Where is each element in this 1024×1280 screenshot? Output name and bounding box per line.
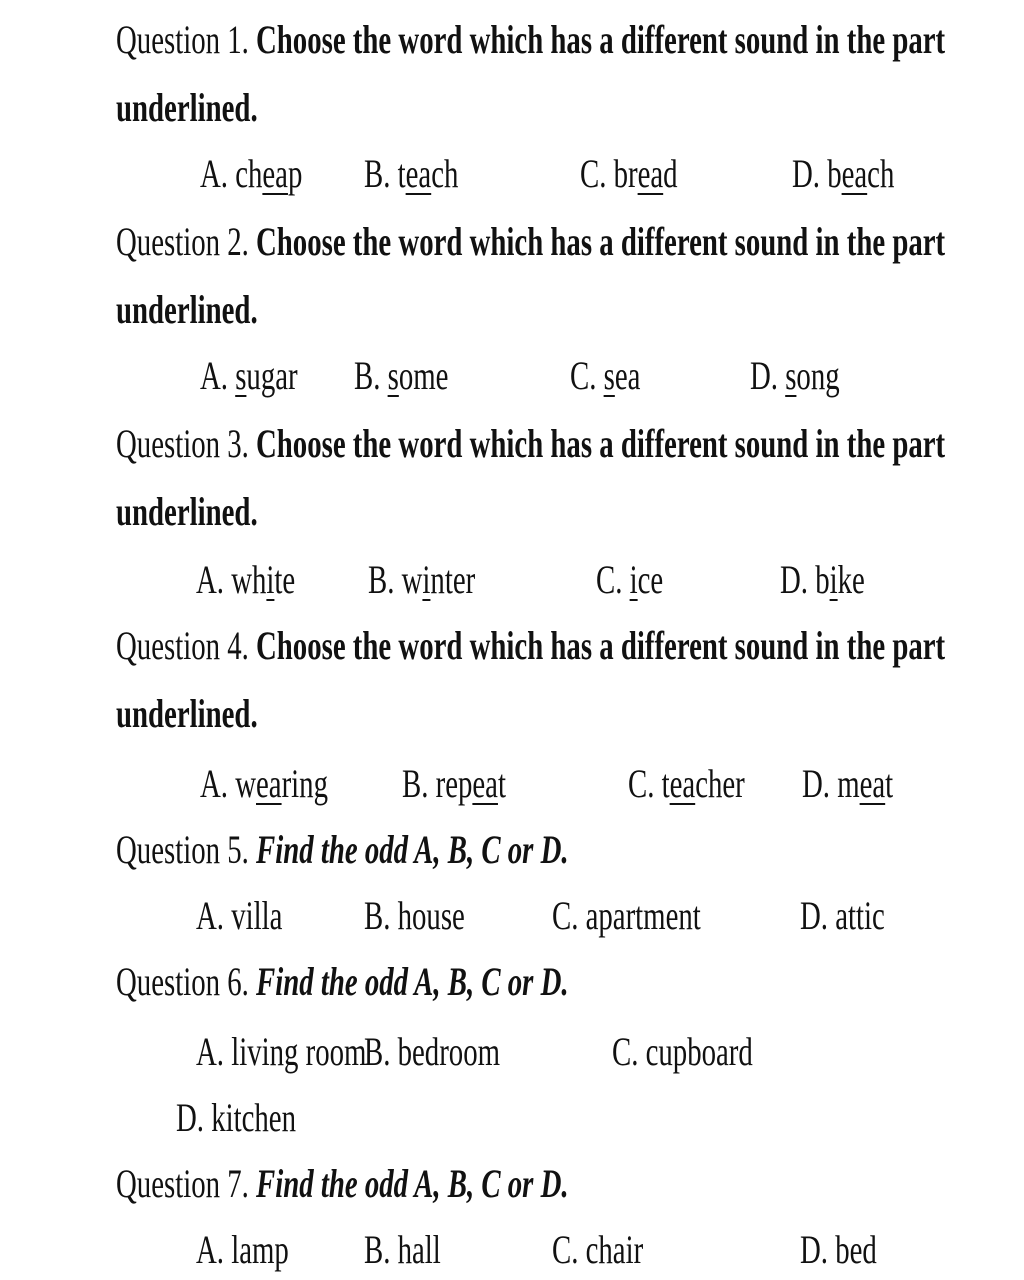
- question-instruction: Choose the word which has a different sound in the part: [255, 17, 946, 62]
- q3-option-b: B. winter: [368, 557, 476, 602]
- q2-option-d: D. song: [750, 353, 840, 398]
- question-7-heading: [116, 1160, 569, 1208]
- question-4-instruction-cont: underlined.: [116, 691, 258, 736]
- q5-option-b: B. house: [364, 893, 465, 938]
- q1-option-b: B. teach: [364, 151, 459, 196]
- q3-option-a: A. white: [196, 557, 296, 602]
- q4-option-a: A. wearing: [200, 761, 328, 806]
- question-number: Question 3.: [116, 421, 249, 466]
- q6-option-a: A. living room: [196, 1029, 367, 1074]
- question-instruction: Choose the word which has a different sound in the part: [255, 421, 946, 466]
- question-number: Question 1.: [116, 17, 249, 62]
- q2-option-c: C. sea: [570, 353, 641, 398]
- q4-option-c: C. teacher: [628, 761, 745, 806]
- question-5-heading: [116, 826, 569, 874]
- q6-option-c: C. cupboard: [612, 1029, 753, 1074]
- question-6-heading: [116, 958, 569, 1006]
- question-3-instruction-cont: underlined.: [116, 489, 258, 534]
- question-number: Question 5.: [116, 827, 249, 872]
- q7-option-d: D. bed: [800, 1227, 877, 1272]
- question-number: Question 7.: [116, 1161, 249, 1206]
- question-2-heading: [116, 218, 945, 266]
- question-number: Question 2.: [116, 219, 249, 264]
- q3-option-d: D. bike: [780, 557, 865, 602]
- question-1-heading: [116, 16, 945, 64]
- q3-option-c: C. ice: [596, 557, 664, 602]
- question-4-heading: [116, 622, 945, 670]
- q5-option-c: C. apartment: [552, 893, 701, 938]
- q2-option-a: A. sugar: [200, 353, 298, 398]
- q4-option-b: B. repeat: [402, 761, 506, 806]
- q1-option-a: A. cheap: [200, 151, 303, 196]
- q7-option-c: C. chair: [552, 1227, 644, 1272]
- question-instruction: Choose the word which has a different sound in the part: [255, 623, 946, 668]
- question-instruction: Find the odd A, B, C or D.: [255, 827, 569, 872]
- q7-option-b: B. hall: [364, 1227, 441, 1272]
- question-number: Question 4.: [116, 623, 249, 668]
- q5-option-d: D. attic: [800, 893, 885, 938]
- q1-option-d: D. beach: [792, 151, 895, 196]
- question-instruction: Find the odd A, B, C or D.: [255, 959, 569, 1004]
- q2-option-b: B. some: [354, 353, 449, 398]
- question-instruction: Choose the word which has a different sound in the part: [255, 219, 946, 264]
- q4-option-d: D. meat: [802, 761, 894, 806]
- q7-option-a: A. lamp: [196, 1227, 289, 1272]
- q1-option-c: C. bread: [580, 151, 678, 196]
- q6-option-d: D. kitchen: [176, 1095, 296, 1140]
- question-3-heading: [116, 420, 945, 468]
- question-1-instruction-cont: underlined.: [116, 85, 258, 130]
- question-2-instruction-cont: underlined.: [116, 287, 258, 332]
- q6-option-b: B. bedroom: [364, 1029, 500, 1074]
- question-number: Question 6.: [116, 959, 249, 1004]
- question-instruction: Find the odd A, B, C or D.: [255, 1161, 569, 1206]
- q5-option-a: A. villa: [196, 893, 283, 938]
